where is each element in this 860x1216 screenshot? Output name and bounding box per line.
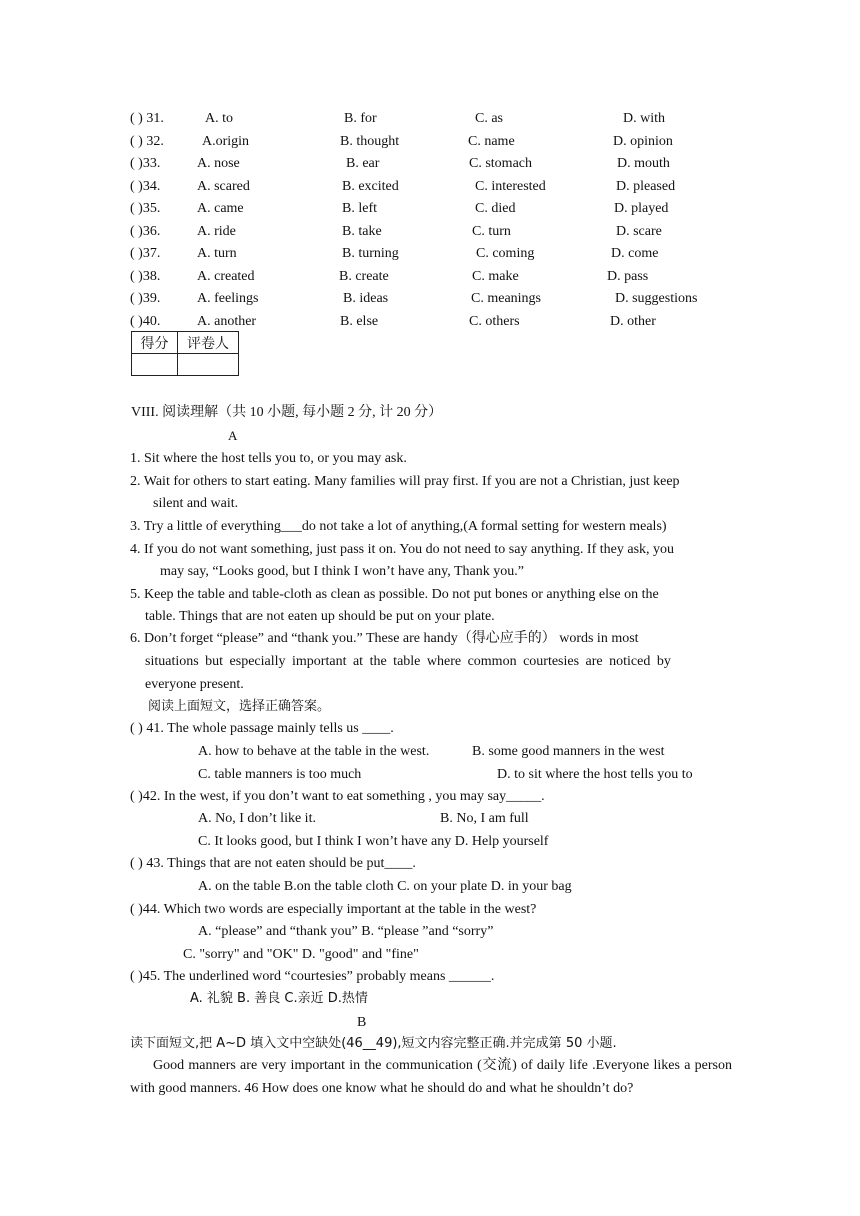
rule-6-end: everyone present. — [145, 677, 244, 692]
option-a: A. created — [197, 269, 255, 284]
question-number: ( )40. — [130, 314, 161, 329]
option-a: A. nose — [197, 156, 240, 171]
options: A. 礼貌 B. 善良 C.亲近 D.热情 — [190, 991, 368, 1006]
option-d: D. with — [623, 111, 665, 126]
question-stem: ( ) 43. Things that are not eaten should be put____. — [130, 856, 416, 871]
option-c: C. coming — [476, 246, 535, 261]
question-number: ( )38. — [130, 269, 161, 284]
option-b: B. No, I am full — [440, 811, 529, 826]
option-b: B. take — [342, 224, 382, 239]
option-d: D. mouth — [617, 156, 670, 171]
option-d: D. suggestions — [615, 291, 698, 306]
option-d: D. played — [614, 201, 669, 216]
option-b: B. some good manners in the west — [472, 744, 665, 759]
grader-header: 评卷人 — [178, 332, 239, 354]
rule-4-cont: may say, “Looks good, but I think I won’t have any, Thank you.” — [160, 564, 524, 579]
option-b: B. create — [339, 269, 389, 284]
question-stem: ( )45. The underlined word “courtesies” probably means ______. — [130, 969, 495, 984]
option-c: C. died — [475, 201, 516, 216]
option-b: B. excited — [342, 179, 399, 194]
question-stem: ( )42. In the west, if you don’t want to eat something , you may say_____. — [130, 789, 545, 804]
option-b: B. for — [344, 111, 377, 126]
option-d: D. scare — [616, 224, 662, 239]
question-stem: ( ) 41. The whole passage mainly tells us ____. — [130, 721, 394, 736]
rule-5-cont: table. Things that are not eaten up should be put on your plate. — [145, 609, 495, 624]
rule-5: 5. Keep the table and table-cloth as clean as possible. Do not put bones or anything else on the — [130, 587, 659, 602]
score-table — [131, 331, 239, 376]
option-a: A. ride — [197, 224, 236, 239]
option-c: C. others — [469, 314, 520, 329]
option-b: B. thought — [340, 134, 400, 149]
option-a: A. another — [197, 314, 257, 329]
question-number: ( )37. — [130, 246, 161, 261]
options-a-b: A. “please” and “thank you” B. “please ”and “sorry” — [198, 924, 494, 939]
option-b: B. ideas — [343, 291, 389, 306]
option-c: C. make — [472, 269, 519, 284]
question-stem: ( )44. Which two words are especially important at the table in the west? — [130, 902, 537, 917]
option-d: D. pleased — [616, 179, 676, 194]
rule-2-cont: silent and wait. — [153, 496, 239, 511]
question-number: ( )36. — [130, 224, 161, 239]
passage-b-text: Good manners are very important in the communication (交流) of daily life .Everyone likes a person with good manners. 46 How does one know what he should do and what he shouldn’t do? — [130, 1058, 732, 1096]
option-a: A. came — [197, 201, 244, 216]
grader-cell — [178, 354, 239, 376]
option-c: C. meanings — [471, 291, 541, 306]
rule-4: 4. If you do not want something, just pass it on. You do not need to say anything. If they ask, you — [130, 542, 675, 557]
option-a: A. scared — [197, 179, 250, 194]
option-d: D. pass — [607, 269, 649, 284]
rule-3: 3. Try a little of everything___do not take a lot of anything,(A formal setting for western meals) — [130, 519, 667, 534]
option-c: C. name — [468, 134, 515, 149]
option-a: A.origin — [202, 134, 250, 149]
options-c-d: C. "sorry" and "OK" D. "good" and "fine" — [183, 947, 419, 962]
option-c: C. as — [475, 111, 503, 126]
rule-6: 6. Don’t forget “please” and “thank you.” These are handy（得心应手的） words in most — [130, 631, 639, 646]
question-number: ( )33. — [130, 156, 161, 171]
options: A. on the table B.on the table cloth C. on your plate D. in your bag — [198, 879, 572, 894]
option-a: A. feelings — [197, 291, 259, 306]
option-b: B. left — [342, 201, 377, 216]
score-header: 得分 — [132, 332, 178, 354]
option-c: C. interested — [475, 179, 546, 194]
reading-instruction: 阅读上面短文，选择正确答案。 — [148, 699, 331, 714]
option-d: D. to sit where the host tells you to — [497, 767, 693, 782]
section-heading: VIII. 阅读理解（共 10 小题, 每小题 2 分, 计 20 分） — [131, 405, 443, 420]
question-number: ( )39. — [130, 291, 161, 306]
passage-b-label: B — [357, 1015, 367, 1030]
rule-2: 2. Wait for others to start eating. Many families will pray first. If you are not a Christian, just keep — [130, 474, 680, 489]
question-number: ( )35. — [130, 201, 161, 216]
option-a: A. to — [205, 111, 233, 126]
rule-1: 1. Sit where the host tells you to, or you may ask. — [130, 451, 407, 466]
option-b: B. turning — [342, 246, 399, 261]
option-c: C. stomach — [469, 156, 532, 171]
option-d: D. other — [610, 314, 656, 329]
question-number: ( )34. — [130, 179, 161, 194]
option-c: C. turn — [472, 224, 511, 239]
option-c-d: C. It looks good, but I think I won’t have any D. Help yourself — [198, 834, 549, 849]
passage-a-label: A — [228, 428, 238, 443]
option-b: B. else — [340, 314, 379, 329]
option-a: A. No, I don’t like it. — [198, 811, 316, 826]
question-number: ( ) 32. — [130, 134, 164, 149]
option-a: A. how to behave at the table in the west. — [198, 744, 430, 759]
option-b: B. ear — [346, 156, 380, 171]
passage-b-instruction: 读下面短文,把 A~D 填入文中空缺处(46__49),短文内容完整正确.并完成第 50 小题. — [130, 1036, 617, 1051]
option-c: C. table manners is too much — [198, 767, 362, 782]
option-d: D. come — [611, 246, 659, 261]
question-number: ( ) 31. — [130, 111, 164, 126]
score-cell — [132, 354, 178, 376]
option-a: A. turn — [197, 246, 237, 261]
rule-6-cont: situations but especially important at the table where common courtesies are noticed by — [145, 654, 671, 669]
option-d: D. opinion — [613, 134, 673, 149]
